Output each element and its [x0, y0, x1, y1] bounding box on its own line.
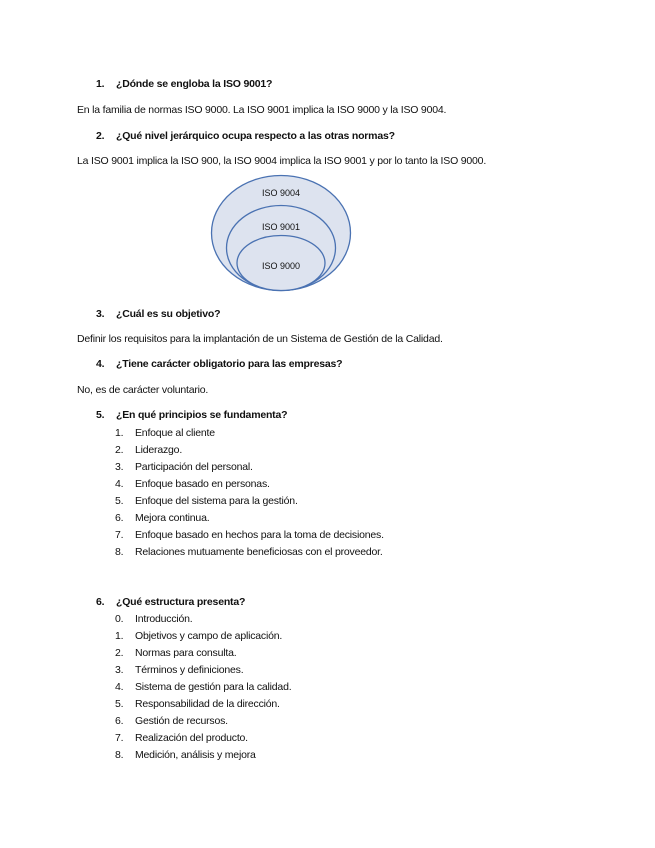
list-item: [115, 442, 384, 459]
list-item: [115, 679, 291, 696]
question-2: [96, 130, 395, 142]
item-text: Realización del producto.: [135, 732, 248, 744]
list-item: [115, 425, 384, 442]
answer-4: No, es de carácter voluntario.: [77, 384, 209, 396]
item-text: Mejora continua.: [135, 512, 210, 524]
item-text: Enfoque basado en hechos para la toma de decisiones.: [135, 529, 384, 541]
list-item: [115, 730, 291, 747]
item-text: Enfoque basado en personas.: [135, 478, 270, 490]
list-item: [115, 696, 291, 713]
list-item: [115, 459, 384, 476]
item-number: 7.: [115, 529, 124, 541]
item-text: Enfoque del sistema para la gestión.: [135, 495, 298, 507]
item-number: 4.: [115, 478, 124, 490]
item-number: 5.: [115, 495, 124, 507]
list-item: [115, 713, 291, 730]
question-3: [96, 308, 220, 320]
question-text: ¿En qué principios se fundamenta?: [116, 409, 288, 421]
question-number: 6.: [96, 596, 105, 608]
item-number: 3.: [115, 664, 124, 676]
question-number: 1.: [96, 78, 105, 90]
item-number: 8.: [115, 749, 124, 761]
item-text: Participación del personal.: [135, 461, 253, 473]
list-item: [115, 544, 384, 561]
item-number: 7.: [115, 732, 124, 744]
iso-9000-label: ISO 9000: [261, 261, 301, 271]
item-number: 4.: [115, 681, 124, 693]
question-1: [96, 78, 272, 90]
item-text: Objetivos y campo de aplicación.: [135, 630, 283, 642]
iso-nested-diagram: [210, 174, 352, 292]
item-number: 6.: [115, 512, 124, 524]
item-text: Responsabilidad de la dirección.: [135, 698, 280, 710]
item-text: Normas para consulta.: [135, 647, 237, 659]
item-text: Sistema de gestión para la calidad.: [135, 681, 292, 693]
item-number: 8.: [115, 546, 124, 558]
item-text: Términos y definiciones.: [135, 664, 244, 676]
list-item: [115, 645, 291, 662]
question-6: [96, 596, 245, 608]
list-item: [115, 662, 291, 679]
question-text: ¿Tiene carácter obligatorio para las empresas?: [116, 358, 343, 370]
list-item: [115, 747, 291, 764]
question-5: [96, 409, 287, 421]
structure-list: [115, 611, 291, 764]
list-item: [115, 493, 384, 510]
item-number: 5.: [115, 698, 124, 710]
item-text: Liderazgo.: [135, 444, 183, 456]
item-number: 0.: [115, 613, 124, 625]
iso-9004-label: ISO 9004: [261, 188, 301, 198]
answer-1: En la familia de normas ISO 9000. La ISO 9001 implica la ISO 9000 y la ISO 9004.: [77, 104, 447, 116]
question-number: 4.: [96, 358, 105, 370]
item-text: Relaciones mutuamente beneficiosas con el proveedor.: [135, 546, 383, 558]
item-number: 2.: [115, 647, 124, 659]
answer-3: Definir los requisitos para la implantación de un Sistema de Gestión de la Calidad.: [77, 333, 443, 345]
question-number: 3.: [96, 308, 105, 320]
item-number: 6.: [115, 715, 124, 727]
answer-2: La ISO 9001 implica la ISO 900, la ISO 9004 implica la ISO 9001 y por lo tanto la ISO 9000.: [77, 155, 487, 167]
question-number: 2.: [96, 130, 105, 142]
question-text: ¿Qué estructura presenta?: [116, 596, 246, 608]
principles-list: [115, 425, 384, 561]
item-number: 1.: [115, 630, 124, 642]
list-item: [115, 510, 384, 527]
list-item: [115, 628, 291, 645]
iso-9001-label: ISO 9001: [261, 222, 301, 232]
question-text: ¿Cuál es su objetivo?: [116, 308, 221, 320]
item-number: 2.: [115, 444, 124, 456]
list-item: [115, 611, 291, 628]
item-number: 3.: [115, 461, 124, 473]
question-4: [96, 358, 342, 370]
list-item: [115, 476, 384, 493]
item-text: Enfoque al cliente: [135, 427, 215, 439]
question-number: 5.: [96, 409, 105, 421]
question-text: ¿Qué nivel jerárquico ocupa respecto a las otras normas?: [116, 130, 395, 142]
item-text: Introducción.: [135, 613, 193, 625]
question-text: ¿Dónde se engloba la ISO 9001?: [116, 78, 273, 90]
item-number: 1.: [115, 427, 124, 439]
item-text: Gestión de recursos.: [135, 715, 228, 727]
item-text: Medición, análisis y mejora: [135, 749, 256, 761]
list-item: [115, 527, 384, 544]
